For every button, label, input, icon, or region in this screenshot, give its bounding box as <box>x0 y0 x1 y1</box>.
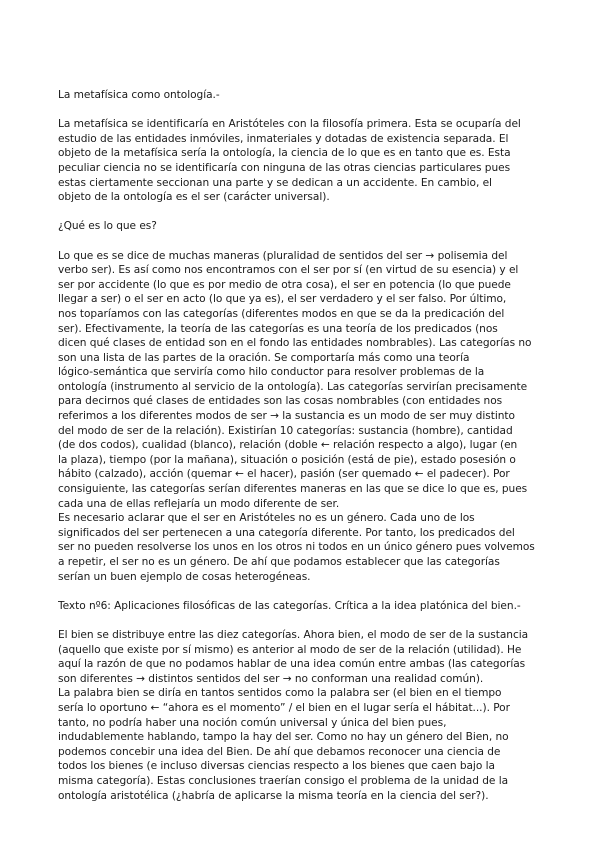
paragraph-line: indudablemente hablando, tampo la hay del ser. Como no hay un género del Bien, no <box>58 731 509 744</box>
paragraph-line: estudio de las entidades inmóviles, inmateriales y dotadas de existencia separada. El <box>58 132 509 145</box>
paragraph-line: ontología (instrumento al servicio de la ontología). Las categorías servirían precisamente <box>58 380 528 393</box>
paragraph-line: cada una de ellas reflejaría un modo diferente de ser. <box>58 497 340 510</box>
paragraph-gap <box>58 584 544 599</box>
paragraph-line: La metafísica se identificaría en Aristóteles con la filosofía primera. Esta se ocuparía del <box>58 118 521 131</box>
paragraph-line: a repetir, el ser no es un género. De ahí que podamos establecer que las categorías <box>58 556 500 568</box>
paragraph-line: objeto de la metafísica sería la ontología, la ciencia de lo que es en tanto que es. Esta <box>58 147 511 160</box>
paragraph-line: referimos a los diferentes modos de ser → la sustancia es un modo de ser muy distinto <box>58 410 515 423</box>
paragraph-line: ser por accidente (lo que es por medio de otra cosa), el ser en potencia (lo que puede <box>58 278 511 291</box>
paragraph-gap <box>58 205 544 220</box>
paragraph-gap <box>58 103 544 118</box>
paragraph-gap <box>58 613 544 628</box>
section-heading <box>58 88 544 103</box>
paragraph-line: llegar a ser) o el ser en acto (lo que ya es), el ser verdadero y el ser falso. Por último, <box>58 293 507 306</box>
paragraph-line: (aquello que existe por sí mismo) es anterior al modo de ser de la relación (utilidad). He <box>58 643 522 656</box>
section-heading <box>58 599 544 614</box>
paragraph-line: (de dos codos), cualidad (blanco), relación (doble ← relación respecto a algo), lugar (en <box>58 439 518 452</box>
paragraph-line: objeto de la ontología es el ser (carácter universal). <box>58 191 330 204</box>
paragraph-line: dicen qué clases de entidad son en el fondo las entidades nombrables). Las categorías no <box>58 337 532 350</box>
paragraph-gap <box>58 234 544 249</box>
heading-text: Texto nº6: Aplicaciones filosóficas de las categorías. Crítica a la idea platónica del bien.- <box>58 599 521 612</box>
paragraph-line: ser). Efectivamente, la teoría de las categorías es una teoría de los predicados (nos <box>58 322 498 335</box>
paragraph-line: La palabra bien se diría en tantos sentidos como la palabra ser (el bien en el tiempo <box>58 687 502 700</box>
paragraph-line: misma categoría). Estas conclusiones traerían consigo el problema de la unidad de la <box>58 774 509 787</box>
paragraph-line: El bien se distribuye entre las diez categorías. Ahora bien, el modo de ser de la sustancia <box>58 628 529 641</box>
paragraph-line: peculiar ciencia no se identificaría con ninguna de las otras ciencias particulares pues <box>58 161 511 174</box>
paragraph-line: son una lista de las partes de la oración. Se comportaría más como una teoría <box>58 351 470 364</box>
body-paragraph <box>58 117 544 205</box>
paragraph-line: estas ciertamente seccionan una parte y se dedican a un accidente. En cambio, el <box>58 176 492 189</box>
paragraph-line: aquí la razón de que no podamos hablar de una idea común entre ambas (las categorías <box>58 658 526 671</box>
paragraph-line: Lo que es se dice de muchas maneras (pluralidad de sentidos del ser → polisemia del <box>58 249 508 262</box>
paragraph-line: serían un buen ejemplo de cosas heterogéneas. <box>58 570 311 583</box>
paragraph-line: consiguiente, las categorías serían diferentes maneras en las que se dice lo que es, pues <box>58 483 528 496</box>
paragraph-line: del modo de ser de la relación). Existirían 10 categorías: sustancia (hombre), cantidad <box>58 424 513 437</box>
paragraph-line: ontología aristotélica (¿habría de aplicarse la misma teoría en la ciencia del ser?). <box>58 789 489 802</box>
paragraph-line: la plaza), tiempo (por la mañana), situación o posición (está de pie), estado posesión o <box>58 453 516 466</box>
document-page <box>58 88 544 803</box>
paragraph-line: nos toparíamos con las categorías (diferentes modos en que se da la predicación del <box>58 307 505 320</box>
paragraph-line: todos los bienes (e incluso diversas ciencias respecto a los bienes que caen bajo la <box>58 760 495 773</box>
heading-text: ¿Qué es lo que es? <box>58 220 157 233</box>
paragraph-line: Es necesario aclarar que el ser en Aristóteles no es un género. Cada uno de los <box>58 512 475 525</box>
paragraph-line: para decirnos qué clases de entidades son las cosas nombrables (con entidades nos <box>58 395 503 408</box>
paragraph-line: lógico-semántica que serviría como hilo conductor para resolver problemas de la <box>58 366 485 379</box>
body-paragraph <box>58 249 544 585</box>
paragraph-line: tanto, no podría haber una noción común universal y única del bien pues, <box>58 716 447 729</box>
section-heading <box>58 219 544 234</box>
paragraph-line: podemos concebir una idea del Bien. De ahí que debamos reconocer una ciencia de <box>58 745 501 758</box>
body-paragraph <box>58 628 544 803</box>
heading-text: La metafísica como ontología.- <box>58 89 220 101</box>
paragraph-line: hábito (calzado), acción (quemar ← el hacer), pasión (ser quemado ← el padecer). Por <box>58 468 510 481</box>
paragraph-line: significados del ser pertenecen a una categoría diferente. Por tanto, los predicados del <box>58 526 515 539</box>
paragraph-line: son diferentes → distintos sentidos del ser → no conforman una realidad común). <box>58 672 484 685</box>
paragraph-line: ser no pueden resolverse los unos en los otros ni todos en un único género pues volvemos <box>58 541 535 554</box>
paragraph-line: sería lo oportuno ← “ahora es el momento” / el bien en el lugar sería el hábitat...). Por <box>58 701 510 714</box>
paragraph-line: verbo ser). Es así como nos encontramos con el ser por sí (en virtud de su esencia) y el <box>58 264 519 277</box>
